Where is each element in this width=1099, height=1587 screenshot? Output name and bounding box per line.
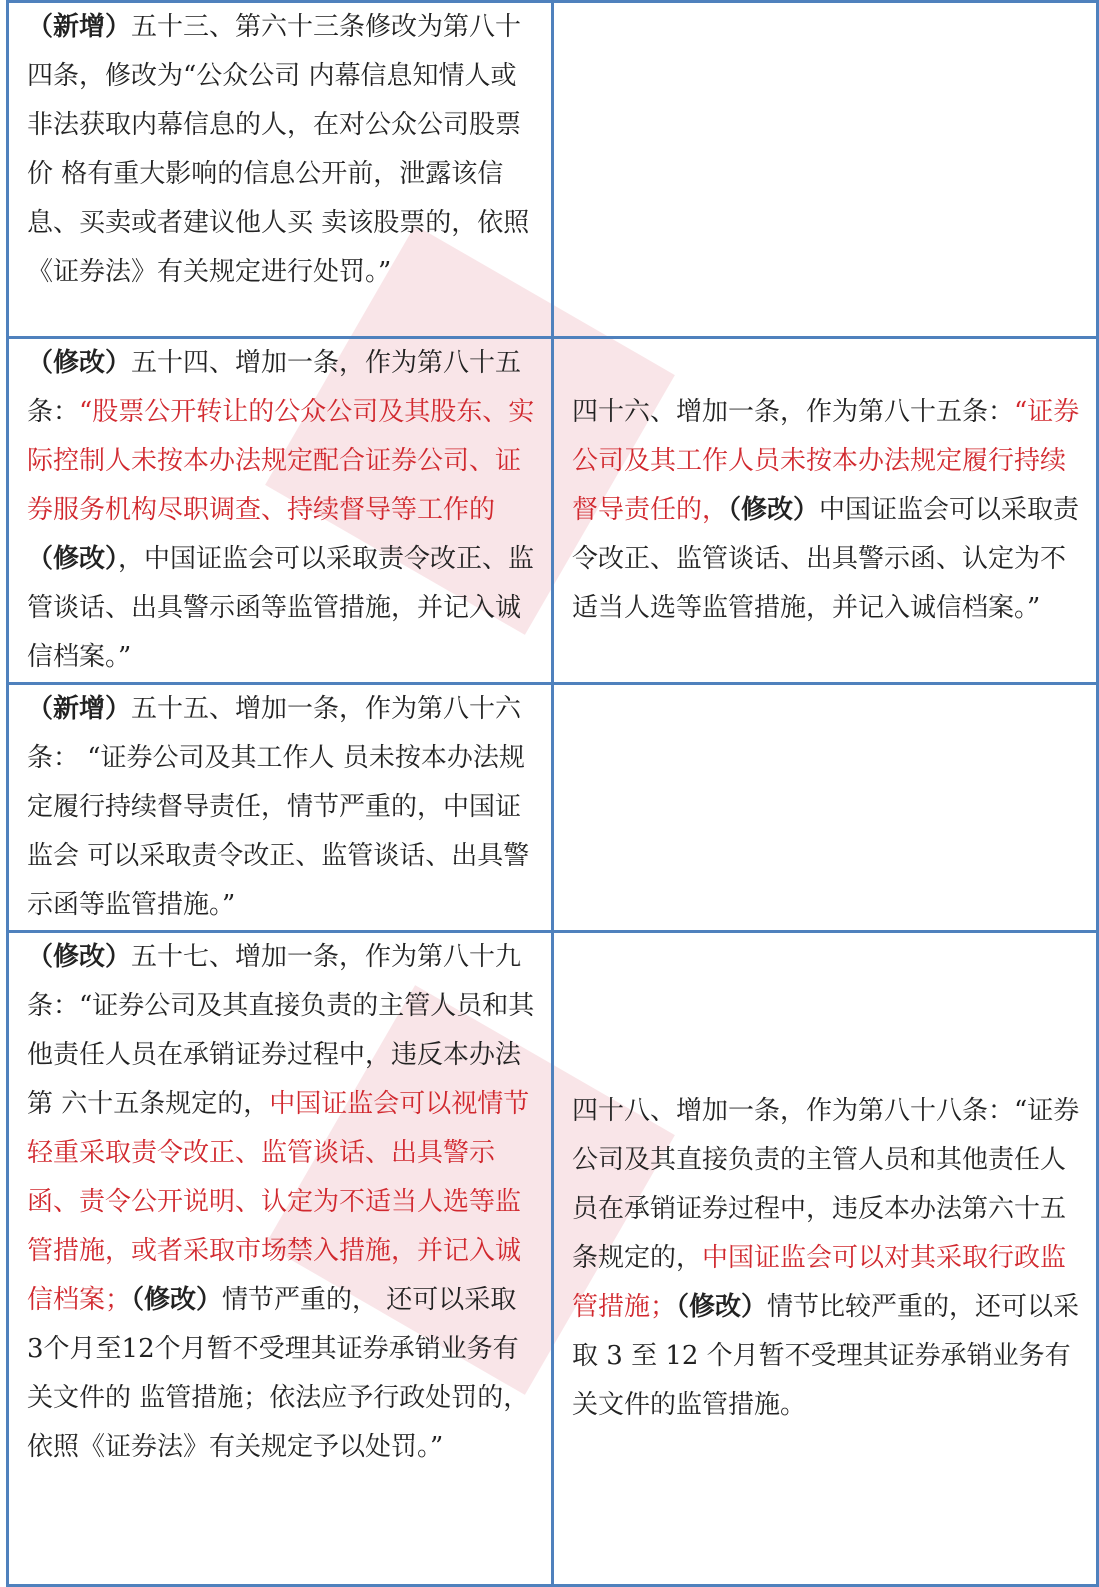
highlight-text: “股票公开转让的公众公司及其股东、实际控制人未按本办法规定配合证券公司、证券服务机构尽职调查、持续督导等工作的 — [27, 397, 535, 525]
highlight-text: “证券公司及其工作人员未按本办法规定履行持续督导责任的， — [572, 397, 1080, 525]
tag: （修改） — [27, 544, 119, 574]
clause-text: 四十六、增加一条，作为第八十五条： — [572, 397, 1015, 427]
tag: （修改） — [131, 1285, 223, 1315]
left-cell — [8, 338, 553, 684]
right-cell-empty — [553, 684, 1098, 932]
tag: （新增） — [27, 694, 132, 724]
right-cell — [553, 338, 1098, 684]
clause-text: 中国证监会可以采取责令改正、监管谈话、出具警示函、认定为不适当人选等监管措施，并记入诚信档案。” — [572, 495, 1080, 623]
comparison-table — [6, 0, 1099, 1587]
tag: （修改） — [676, 1292, 768, 1322]
tag: （修改） — [27, 348, 132, 378]
left-cell — [8, 2, 553, 338]
table-row — [8, 338, 1098, 684]
clause-text: 情节比较严重的，还可以采取 3 至 12 个月暂不受理其证券承销业务有关文件的监管措施。 — [572, 1292, 1080, 1420]
highlight-text: 中国证监会可以视情节轻重采取责令改正、监管谈话、出具警示函、责令公开说明、认定为不适当人选等监管措施，或者采取市场禁入措施，并记入诚信档案； — [27, 1089, 530, 1315]
clause-text: 五十四、增加一条，作为第八十五条： — [27, 348, 522, 427]
clause-text: ，中国证监会可以采取责令改正、监管谈话、出具警示函等监管措施，并记入诚信档案。” — [27, 544, 535, 672]
clause-text: 五十五、增加一条，作为第八十六条： “证券公司及其工作人 员未按本办法规定履行持续督导责任，情节严重的，中国证监会 可以采取责令改正、监管谈话、出具警示函等监管措施。” — [27, 694, 530, 920]
tag: （修改） — [728, 495, 820, 525]
table-row — [8, 2, 1098, 338]
tag: （新增） — [27, 12, 132, 42]
right-cell-empty — [553, 2, 1098, 338]
clause-text: 情节严重的， 还可以采取 3个月至12个月暂不受理其证券承销业务有关文件的 监管措施；依法应予行政处罚的，依照《证券法》有关规定予以处罚。” — [27, 1285, 530, 1462]
tag: （修改） — [27, 942, 132, 972]
clause-text: 五十三、第六十三条修改为第八十四条，修改为“公众公司 内幕信息知情人或非法获取内幕信息的人，在对公众公司股票价 格有重大影响的信息公开前，泄露该信息、买卖或者建议他人买 卖该股票的，依照《证券法》有关规定进行处罚。” — [27, 12, 530, 287]
left-cell — [8, 932, 553, 1586]
left-cell — [8, 684, 553, 932]
right-cell — [553, 932, 1098, 1586]
clause-text: 四十八、增加一条，作为第八十八条：“证券公司及其直接负责的主管人员和其他责任人员在承销证券过程中，违反本办法第六十五条规定的， — [572, 1096, 1080, 1273]
clause-text: 五十七、增加一条，作为第八十九条：“证券公司及其直接负责的主管人员和其他责任人员在承销证券过程中，违反本办法第 六十五条规定的， — [27, 942, 535, 1119]
table-row — [8, 684, 1098, 932]
table-row — [8, 932, 1098, 1586]
highlight-text: 中国证监会可以对其采取行政监管措施； — [572, 1243, 1067, 1322]
